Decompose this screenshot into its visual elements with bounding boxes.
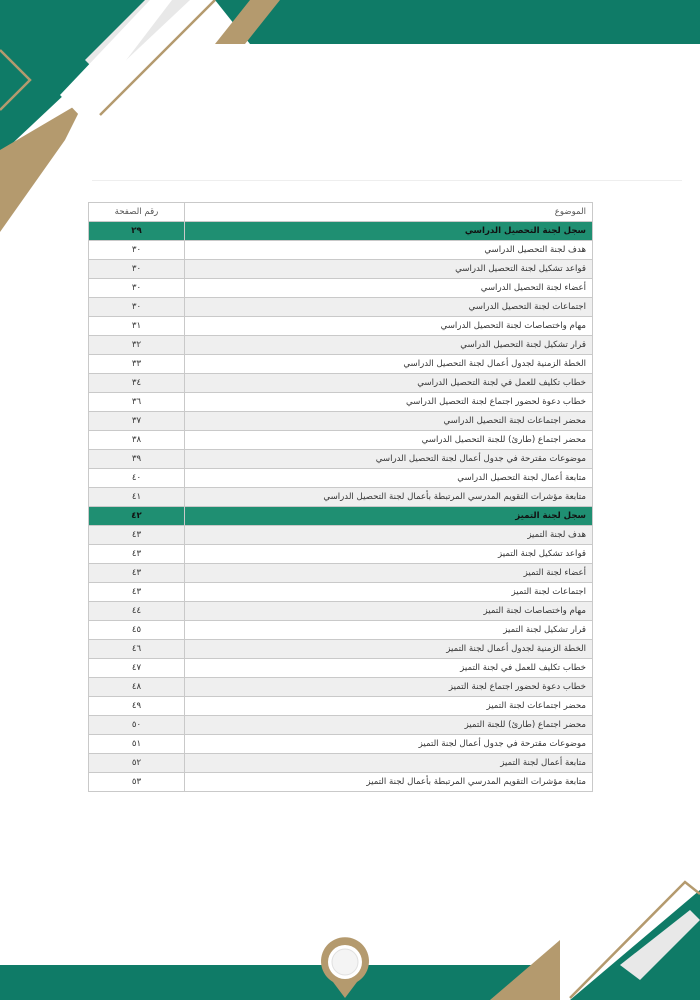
page-number-cell: ٤٠	[89, 469, 185, 488]
topic-cell: محضر اجتماعات لجنة التحصيل الدراسي	[185, 412, 593, 431]
page-number-cell: ٣٦	[89, 393, 185, 412]
page-number-cell: ٣٠	[89, 260, 185, 279]
page-number-cell: ٥١	[89, 735, 185, 754]
footer-teal-bar	[0, 965, 560, 1000]
page-number-cell: ٣٠	[89, 241, 185, 260]
topic-cell: اجتماعات لجنة التحصيل الدراسي	[185, 298, 593, 317]
section-title-cell: سجل لجنة التميز	[185, 507, 593, 526]
topic-cell: محضر اجتماعات لجنة التميز	[185, 697, 593, 716]
page-number-header: رقم الصفحة	[89, 203, 185, 222]
page-number-cell: ٥٠	[89, 716, 185, 735]
page-divider	[92, 180, 682, 181]
topic-cell: متابعة أعمال لجنة التميز	[185, 754, 593, 773]
topic-cell: محضر اجتماع (طارئ) للجنة التميز	[185, 716, 593, 735]
toc-row	[89, 735, 593, 754]
topic-cell: متابعة مؤشرات التقويم المدرسي المرتبطة بأعمال لجنة التحصيل الدراسي	[185, 488, 593, 507]
page-number-cell: ٣٠	[89, 279, 185, 298]
topic-cell: الخطة الزمنية لجدول أعمال لجنة التميز	[185, 640, 593, 659]
footer-decoration	[0, 870, 700, 1000]
page-number-cell: ٣٤	[89, 374, 185, 393]
topic-cell: قواعد تشكيل لجنة التحصيل الدراسي	[185, 260, 593, 279]
toc-row	[89, 716, 593, 735]
topic-cell: موضوعات مقترحة في جدول أعمال لجنة التحصيل الدراسي	[185, 450, 593, 469]
page-number-cell: ٤٧	[89, 659, 185, 678]
page-number-cell: ٤٢	[89, 507, 185, 526]
page-number-cell: ٤٣	[89, 545, 185, 564]
toc-row	[89, 431, 593, 450]
header-teal-bar	[215, 0, 700, 44]
page-number-cell: ٤٣	[89, 564, 185, 583]
topic-cell: الخطة الزمنية لجدول أعمال لجنة التحصيل الدراسي	[185, 355, 593, 374]
page-number-cell: ٤٦	[89, 640, 185, 659]
topic-cell: قواعد تشكيل لجنة التميز	[185, 545, 593, 564]
topic-cell: أعضاء لجنة التميز	[185, 564, 593, 583]
topic-header: الموضوع	[185, 203, 593, 222]
page-number-cell: ٤٣	[89, 583, 185, 602]
toc-section-row	[89, 507, 593, 526]
topic-cell: مهام واختصاصات لجنة التميز	[185, 602, 593, 621]
toc-row	[89, 545, 593, 564]
toc-section-row	[89, 222, 593, 241]
toc-row	[89, 393, 593, 412]
topic-cell: متابعة أعمال لجنة التحصيل الدراسي	[185, 469, 593, 488]
topic-cell: هدف لجنة التحصيل الدراسي	[185, 241, 593, 260]
toc-row	[89, 640, 593, 659]
topic-cell: خطاب دعوة لحضور اجتماع لجنة التحصيل الدراسي	[185, 393, 593, 412]
topic-cell: قرار تشكيل لجنة التحصيل الدراسي	[185, 336, 593, 355]
toc-body	[89, 203, 593, 792]
topic-cell: هدف لجنة التميز	[185, 526, 593, 545]
topic-cell: اجتماعات لجنة التميز	[185, 583, 593, 602]
toc-row	[89, 450, 593, 469]
toc-row	[89, 602, 593, 621]
page-number-cell: ٣٨	[89, 431, 185, 450]
page-number-cell: ٥٢	[89, 754, 185, 773]
page-number-cell: ٣٩	[89, 450, 185, 469]
toc-row	[89, 621, 593, 640]
toc-header-row	[89, 203, 593, 222]
page-number-cell: ٥٣	[89, 773, 185, 792]
topic-cell: خطاب دعوة لحضور اجتماع لجنة التميز	[185, 678, 593, 697]
footer-teal-corner	[570, 890, 700, 1000]
page-number-cell: ٣٠	[89, 298, 185, 317]
toc-row	[89, 374, 593, 393]
toc-row	[89, 317, 593, 336]
page-number-cell: ٣٧	[89, 412, 185, 431]
toc-row	[89, 564, 593, 583]
topic-cell: أعضاء لجنة التحصيل الدراسي	[185, 279, 593, 298]
toc-row	[89, 526, 593, 545]
toc-row	[89, 773, 593, 792]
page-number-cell: ٤٥	[89, 621, 185, 640]
toc-row	[89, 260, 593, 279]
topic-cell: خطاب تكليف للعمل في لجنة التحصيل الدراسي	[185, 374, 593, 393]
page-number-cell: ٤٩	[89, 697, 185, 716]
table-of-contents	[88, 202, 593, 792]
page-number-cell: ٤٣	[89, 526, 185, 545]
topic-cell: مهام واختصاصات لجنة التحصيل الدراسي	[185, 317, 593, 336]
topic-cell: قرار تشكيل لجنة التميز	[185, 621, 593, 640]
page-number-cell: ٣٢	[89, 336, 185, 355]
toc-row	[89, 659, 593, 678]
toc-row	[89, 678, 593, 697]
topic-cell: خطاب تكليف للعمل في لجنة التميز	[185, 659, 593, 678]
topic-cell: متابعة مؤشرات التقويم المدرسي المرتبطة بأعمال لجنة التميز	[185, 773, 593, 792]
section-title-cell: سجل لجنة التحصيل الدراسي	[185, 222, 593, 241]
topic-cell: محضر اجتماع (طارئ) للجنة التحصيل الدراسي	[185, 431, 593, 450]
toc-row	[89, 279, 593, 298]
toc-row	[89, 583, 593, 602]
toc-row	[89, 412, 593, 431]
toc-row	[89, 697, 593, 716]
toc-row	[89, 754, 593, 773]
topic-cell: موضوعات مقترحة في جدول أعمال لجنة التميز	[185, 735, 593, 754]
page-number-cell: ٣٣	[89, 355, 185, 374]
toc-row	[89, 469, 593, 488]
page-number-cell: ٤١	[89, 488, 185, 507]
page-number-cell: ٣١	[89, 317, 185, 336]
toc-row	[89, 488, 593, 507]
page-number-cell: ٤٨	[89, 678, 185, 697]
page-number-cell: ٤٤	[89, 602, 185, 621]
page-number-cell: ٢٩	[89, 222, 185, 241]
toc-row	[89, 241, 593, 260]
toc-row	[89, 355, 593, 374]
toc-row	[89, 336, 593, 355]
toc-row	[89, 298, 593, 317]
